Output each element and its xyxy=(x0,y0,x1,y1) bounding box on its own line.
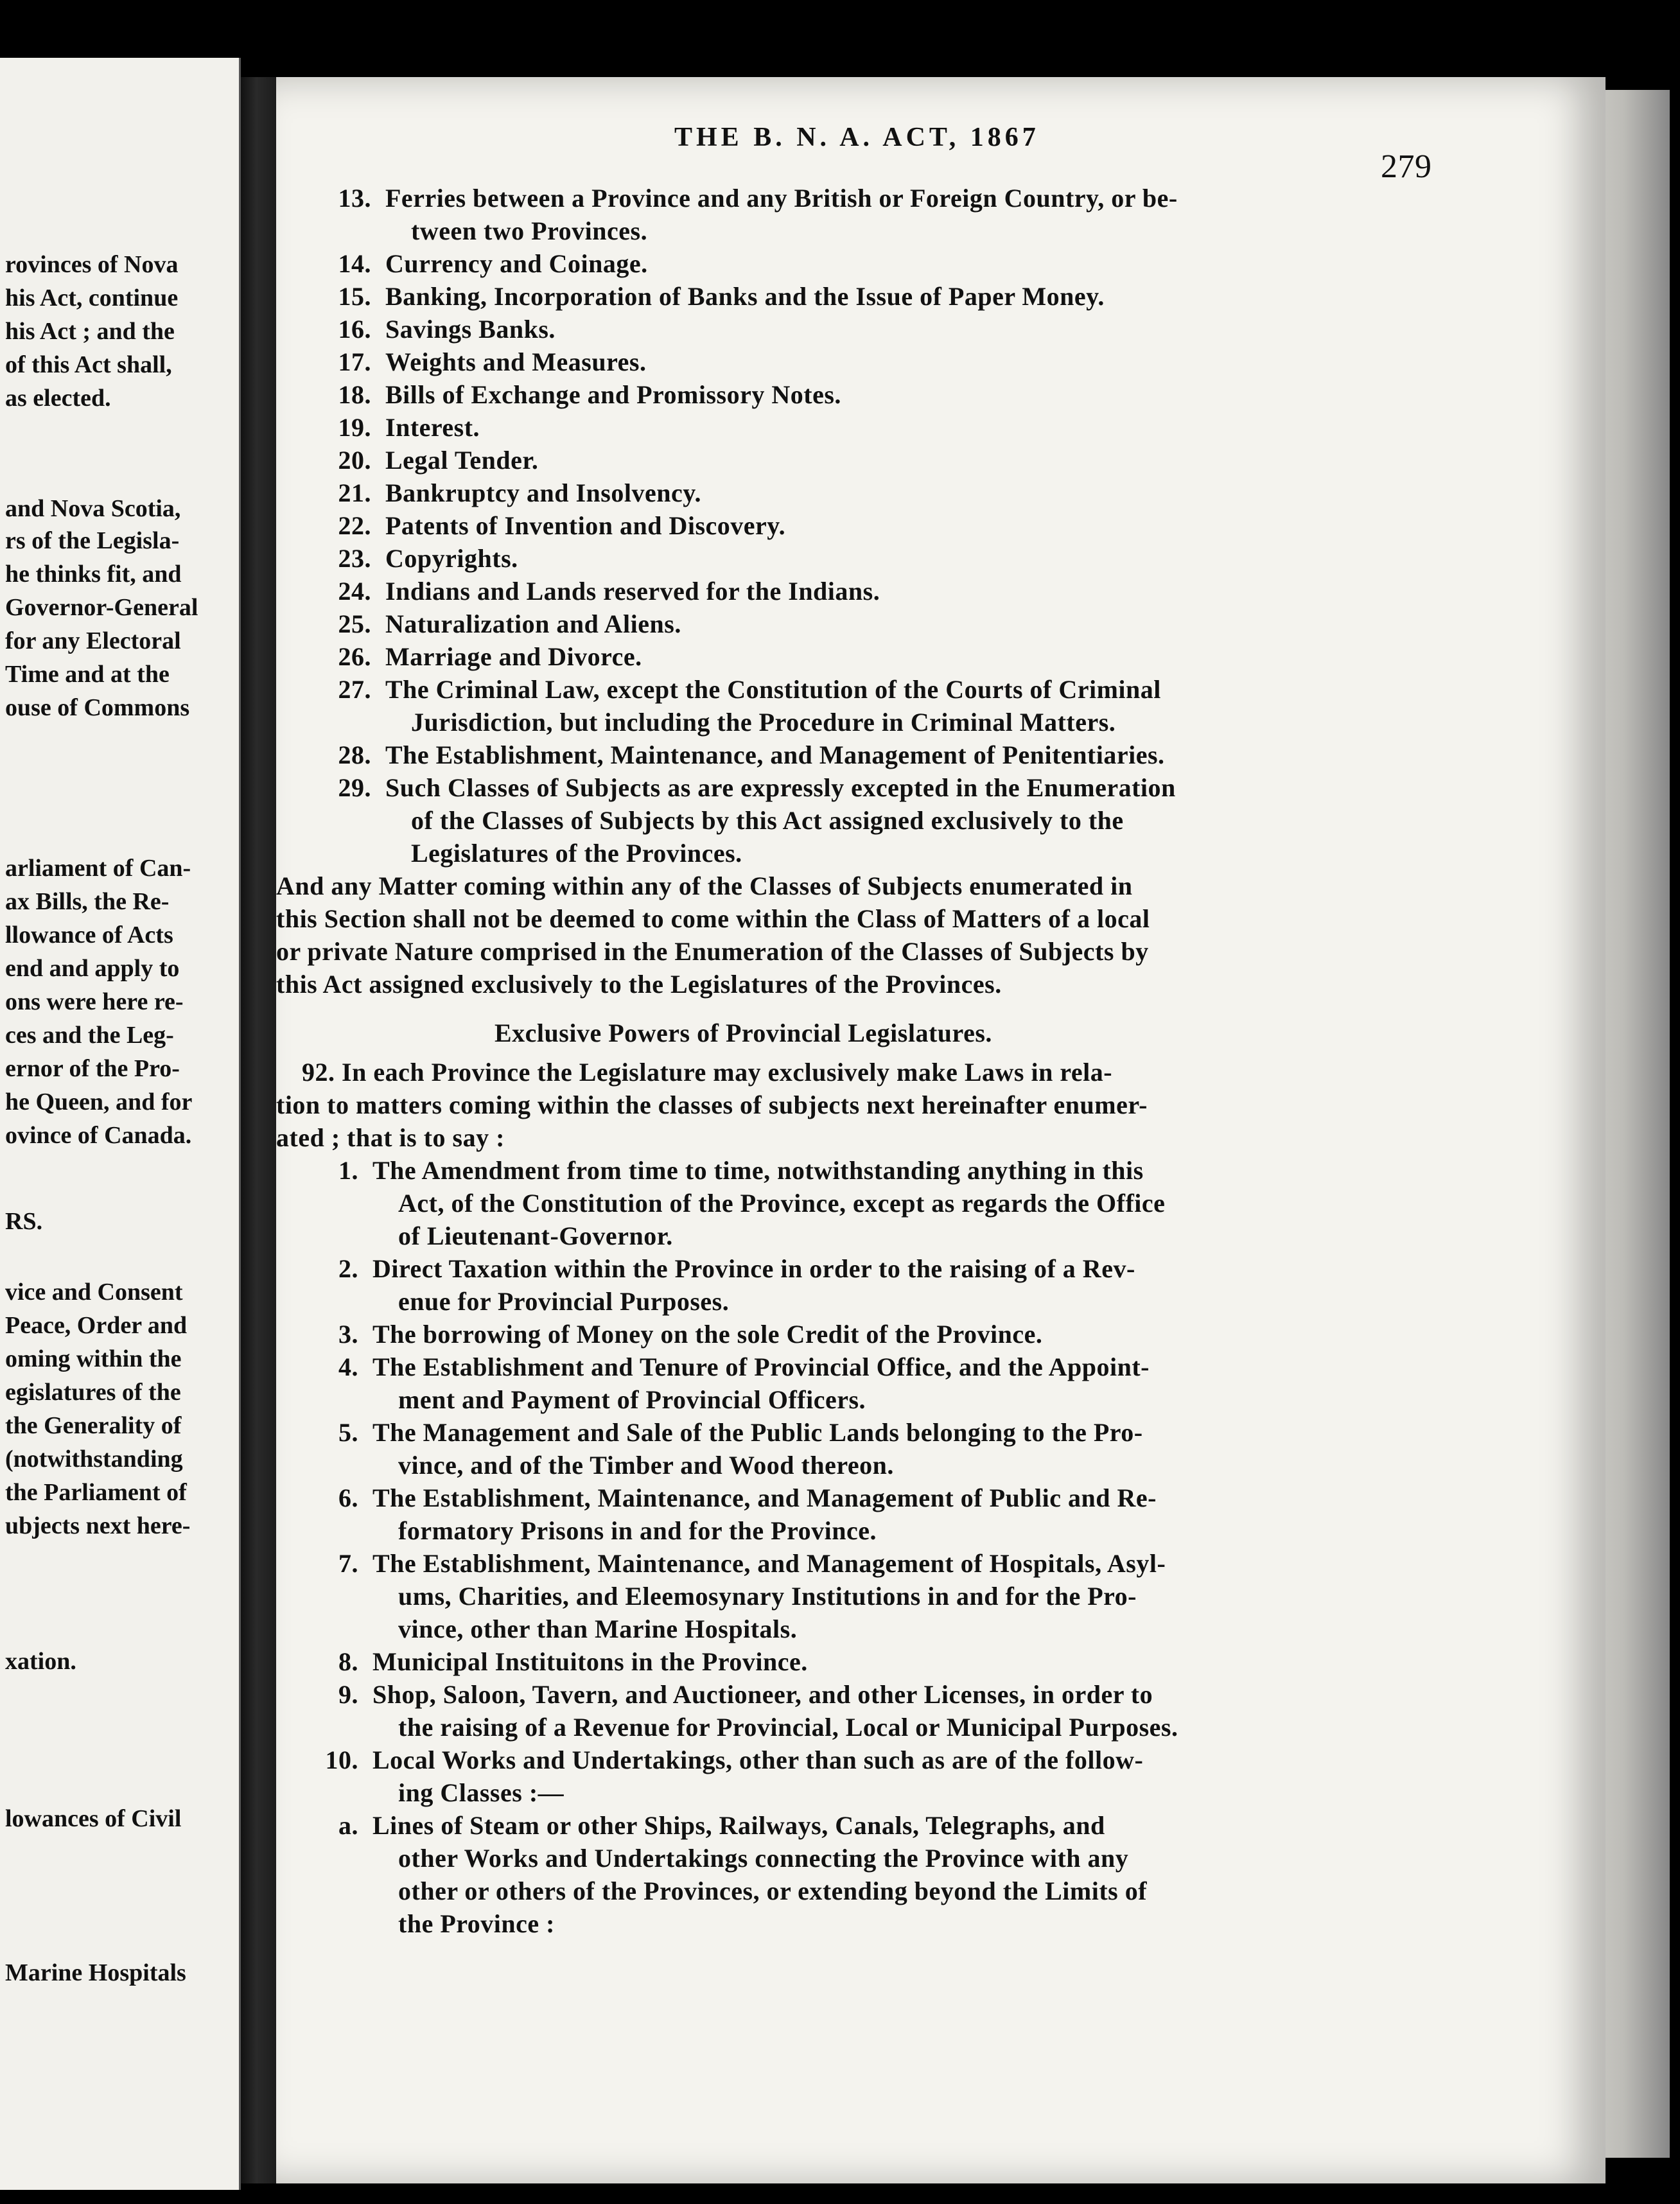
list-91-item xyxy=(321,511,785,541)
closing-paragraph-line: or private Nature comprised in the Enumeration of the Classes of Subjects by xyxy=(276,937,1149,966)
item-number: 24. xyxy=(338,577,371,606)
list-92-item xyxy=(308,1745,1143,1775)
left-page-line: as elected. xyxy=(5,385,111,412)
list-92-item-continuation: formatory Prisons in and for the Province. xyxy=(398,1516,877,1545)
item-text: Indians and Lands reserved for the Indians. xyxy=(385,577,880,606)
left-page-line: ovince of Canada. xyxy=(5,1122,192,1149)
left-page-line: ax Bills, the Re- xyxy=(5,888,170,915)
closing-paragraph-line: And any Matter coming within any of the Classes of Subjects enumerated in xyxy=(276,871,1133,900)
item-text: Savings Banks. xyxy=(385,315,556,344)
left-page-line: his Act ; and the xyxy=(5,318,175,345)
item-number: 21. xyxy=(338,478,371,507)
left-page-line: vice and Consent xyxy=(5,1279,183,1306)
list-91-item xyxy=(321,642,642,672)
left-page-line: ubjects next here- xyxy=(5,1512,191,1539)
list-92-item xyxy=(308,1548,1166,1579)
item-number: 18. xyxy=(338,380,371,409)
item-text: Patents of Invention and Discovery. xyxy=(385,511,786,540)
left-page-line: rovinces of Nova xyxy=(5,251,179,278)
list-91-item xyxy=(321,543,518,573)
item-text: The Amendment from time to time, notwithstanding anything in this xyxy=(372,1156,1144,1185)
list-92-item-continuation: vince, other than Marine Hospitals. xyxy=(398,1614,798,1643)
left-page-line: he Queen, and for xyxy=(5,1089,193,1115)
list-91-item-continuation: Jurisdiction, but including the Procedure in Criminal Matters. xyxy=(411,708,1116,737)
list-92-item-continuation: other Works and Undertakings connecting the Province with any xyxy=(398,1844,1129,1873)
closing-paragraph-line: this Section shall not be deemed to come within the Class of Matters of a local xyxy=(276,904,1150,933)
item-number: 23. xyxy=(338,544,371,573)
list-92-item xyxy=(308,1319,1042,1349)
item-text: The Criminal Law, except the Constitution of the Courts of Criminal xyxy=(385,675,1161,704)
list-92-item xyxy=(308,1352,1150,1382)
left-page-line: and Nova Scotia, xyxy=(5,495,181,522)
list-91-item xyxy=(321,380,841,410)
left-page-line: the Generality of xyxy=(5,1412,182,1439)
item-text: Direct Taxation within the Province in order to the raising of a Rev- xyxy=(372,1254,1135,1283)
closing-paragraph-line: this Act assigned exclusively to the Legislatures of the Provinces. xyxy=(276,970,1002,999)
item-text: Shop, Saloon, Tavern, and Auctioneer, and other Licenses, in order to xyxy=(372,1680,1153,1709)
item-text: Local Works and Undertakings, other than such as are of the follow- xyxy=(372,1745,1144,1774)
left-page-line: he thinks fit, and xyxy=(5,561,182,588)
list-91-item xyxy=(321,412,480,442)
item-number: 1. xyxy=(338,1156,358,1185)
item-number: 26. xyxy=(338,642,371,671)
left-page-line: ces and the Leg- xyxy=(5,1022,174,1049)
item-number: 16. xyxy=(338,315,371,344)
item-text: Naturalization and Aliens. xyxy=(385,609,681,638)
left-page-line: arliament of Can- xyxy=(5,855,191,882)
list-92-item-continuation: the raising of a Revenue for Provincial, Local or Municipal Purposes. xyxy=(398,1713,1178,1742)
item-number: 8. xyxy=(338,1647,358,1676)
section-heading: Exclusive Powers of Provincial Legislatures. xyxy=(494,1019,992,1047)
left-page-line: egislatures of the xyxy=(5,1379,181,1406)
list-92-item-continuation: other or others of the Provinces, or extending beyond the Limits of xyxy=(398,1876,1148,1905)
list-92-item-continuation: of Lieutenant-Governor. xyxy=(398,1221,673,1250)
list-91-item xyxy=(321,249,648,279)
list-91-item xyxy=(321,445,538,475)
running-title: THE B. N. A. ACT, 1867 xyxy=(674,123,1040,152)
item-number: 28. xyxy=(338,740,371,769)
item-number: 2. xyxy=(338,1254,358,1283)
item-number: 6. xyxy=(338,1483,358,1512)
left-page-line: end and apply to xyxy=(5,955,180,982)
list-92-item xyxy=(308,1647,808,1677)
item-number: 9. xyxy=(338,1680,358,1709)
item-text: Copyrights. xyxy=(385,544,518,573)
section-92-intro-line: ated ; that is to say : xyxy=(276,1123,505,1152)
list-91-item xyxy=(321,347,646,377)
list-91-item xyxy=(321,674,1161,704)
left-page-line: lowances of Civil xyxy=(5,1805,182,1832)
item-text: Interest. xyxy=(385,413,480,442)
item-text: Ferries between a Province and any British or Foreign Country, or be- xyxy=(385,184,1178,213)
item-text: The Establishment, Maintenance, and Management of Public and Re- xyxy=(372,1483,1157,1512)
list-91-item xyxy=(321,281,1105,311)
left-page-line: RS. xyxy=(5,1208,43,1235)
section-92-intro-line: tion to matters coming within the classes of subjects next hereinafter enumer- xyxy=(276,1090,1148,1119)
list-92-item xyxy=(308,1810,1105,1841)
item-text: Bills of Exchange and Promissory Notes. xyxy=(385,380,841,409)
list-91-item xyxy=(321,478,701,508)
left-page-line: xation. xyxy=(5,1648,76,1675)
list-92-item-continuation: ment and Payment of Provincial Officers. xyxy=(398,1385,866,1414)
item-number: 7. xyxy=(338,1549,358,1578)
item-number: a. xyxy=(338,1811,358,1840)
left-page-line: oming within the xyxy=(5,1345,182,1372)
item-number: 13. xyxy=(338,184,371,213)
item-number: 3. xyxy=(338,1320,358,1349)
list-91-item xyxy=(321,183,1178,213)
list-92-item xyxy=(308,1417,1143,1447)
left-page-line: Marine Hospitals xyxy=(5,1959,186,1986)
item-number: 29. xyxy=(338,773,371,802)
list-92-item-continuation: the Province : xyxy=(398,1909,555,1938)
list-91-item-continuation: Legislatures of the Provinces. xyxy=(411,839,742,868)
list-91-item-continuation: of the Classes of Subjects by this Act assigned exclusively to the xyxy=(411,806,1124,835)
item-number: 15. xyxy=(338,282,371,311)
item-text: Lines of Steam or other Ships, Railways, Canals, Telegraphs, and xyxy=(372,1811,1105,1840)
item-number: 14. xyxy=(338,249,371,278)
right-page xyxy=(276,77,1606,2183)
list-92-item-continuation: ums, Charities, and Eleemosynary Institutions in and for the Pro- xyxy=(398,1582,1137,1611)
item-number: 17. xyxy=(338,347,371,376)
list-92-item xyxy=(308,1483,1157,1513)
left-page-line: Peace, Order and xyxy=(5,1312,188,1339)
list-91-item xyxy=(321,314,556,344)
item-text: Banking, Incorporation of Banks and the Issue of Paper Money. xyxy=(385,282,1105,311)
item-number: 4. xyxy=(338,1352,358,1381)
list-92-item xyxy=(308,1679,1153,1710)
left-page-fragment xyxy=(0,58,241,2190)
list-91-item xyxy=(321,773,1176,803)
item-number: 25. xyxy=(338,609,371,638)
left-page-line: (notwithstanding xyxy=(5,1446,183,1473)
section-92-intro-line: 92. In each Province the Legislature may exclusively make Laws in rela- xyxy=(302,1058,1113,1087)
list-92-item-continuation: ing Classes :— xyxy=(398,1778,564,1807)
item-text: Such Classes of Subjects as are expressly excepted in the Enumeration xyxy=(385,773,1176,802)
item-number: 27. xyxy=(338,675,371,704)
item-text: The Establishment, Maintenance, and Management of Penitentiaries. xyxy=(385,740,1165,769)
left-page-line: for any Electoral xyxy=(5,627,181,654)
list-91-item xyxy=(321,609,681,639)
left-page-line: ouse of Commons xyxy=(5,694,190,721)
left-page-line: Time and at the xyxy=(5,661,170,688)
item-text: Legal Tender. xyxy=(385,446,539,475)
left-page-line: ernor of the Pro- xyxy=(5,1055,180,1082)
item-text: Municipal Instituitons in the Province. xyxy=(372,1647,808,1676)
left-page-line: rs of the Legisla- xyxy=(5,527,180,554)
left-page-line: Governor-General xyxy=(5,594,198,621)
left-page-line: the Parliament of xyxy=(5,1479,187,1506)
item-text: The Establishment, Maintenance, and Management of Hospitals, Asyl- xyxy=(372,1549,1166,1578)
left-page-line: llowance of Acts xyxy=(5,922,173,949)
left-page-line: ons were here re- xyxy=(5,988,184,1015)
item-text: Bankruptcy and Insolvency. xyxy=(385,478,702,507)
item-number: 22. xyxy=(338,511,371,540)
list-91-item xyxy=(321,576,880,606)
item-text: The Management and Sale of the Public Lands belonging to the Pro- xyxy=(372,1418,1143,1447)
item-number: 20. xyxy=(338,446,371,475)
left-page-line: his Act, continue xyxy=(5,284,179,311)
item-text: Weights and Measures. xyxy=(385,347,647,376)
book-gutter xyxy=(241,77,279,2183)
list-92-item-continuation: enue for Provincial Purposes. xyxy=(398,1287,730,1316)
list-92-item-continuation: vince, and of the Timber and Wood thereon. xyxy=(398,1451,894,1480)
list-92-item xyxy=(308,1254,1135,1284)
item-number: 5. xyxy=(338,1418,358,1447)
item-text: Marriage and Divorce. xyxy=(385,642,642,671)
list-91-item xyxy=(321,740,1165,770)
left-page-line: of this Act shall, xyxy=(5,351,172,378)
page-number: 279 xyxy=(1381,148,1432,185)
list-92-item-continuation: Act, of the Constitution of the Province, except as regards the Office xyxy=(398,1189,1166,1218)
list-91-item-continuation: tween two Provinces. xyxy=(411,216,648,245)
item-text: The Establishment and Tenure of Provincial Office, and the Appoint- xyxy=(372,1352,1150,1381)
item-text: The borrowing of Money on the sole Credit of the Province. xyxy=(372,1320,1043,1349)
item-number: 19. xyxy=(338,413,371,442)
item-number: 10. xyxy=(325,1745,358,1774)
item-text: Currency and Coinage. xyxy=(385,249,648,278)
list-92-item xyxy=(308,1155,1144,1185)
